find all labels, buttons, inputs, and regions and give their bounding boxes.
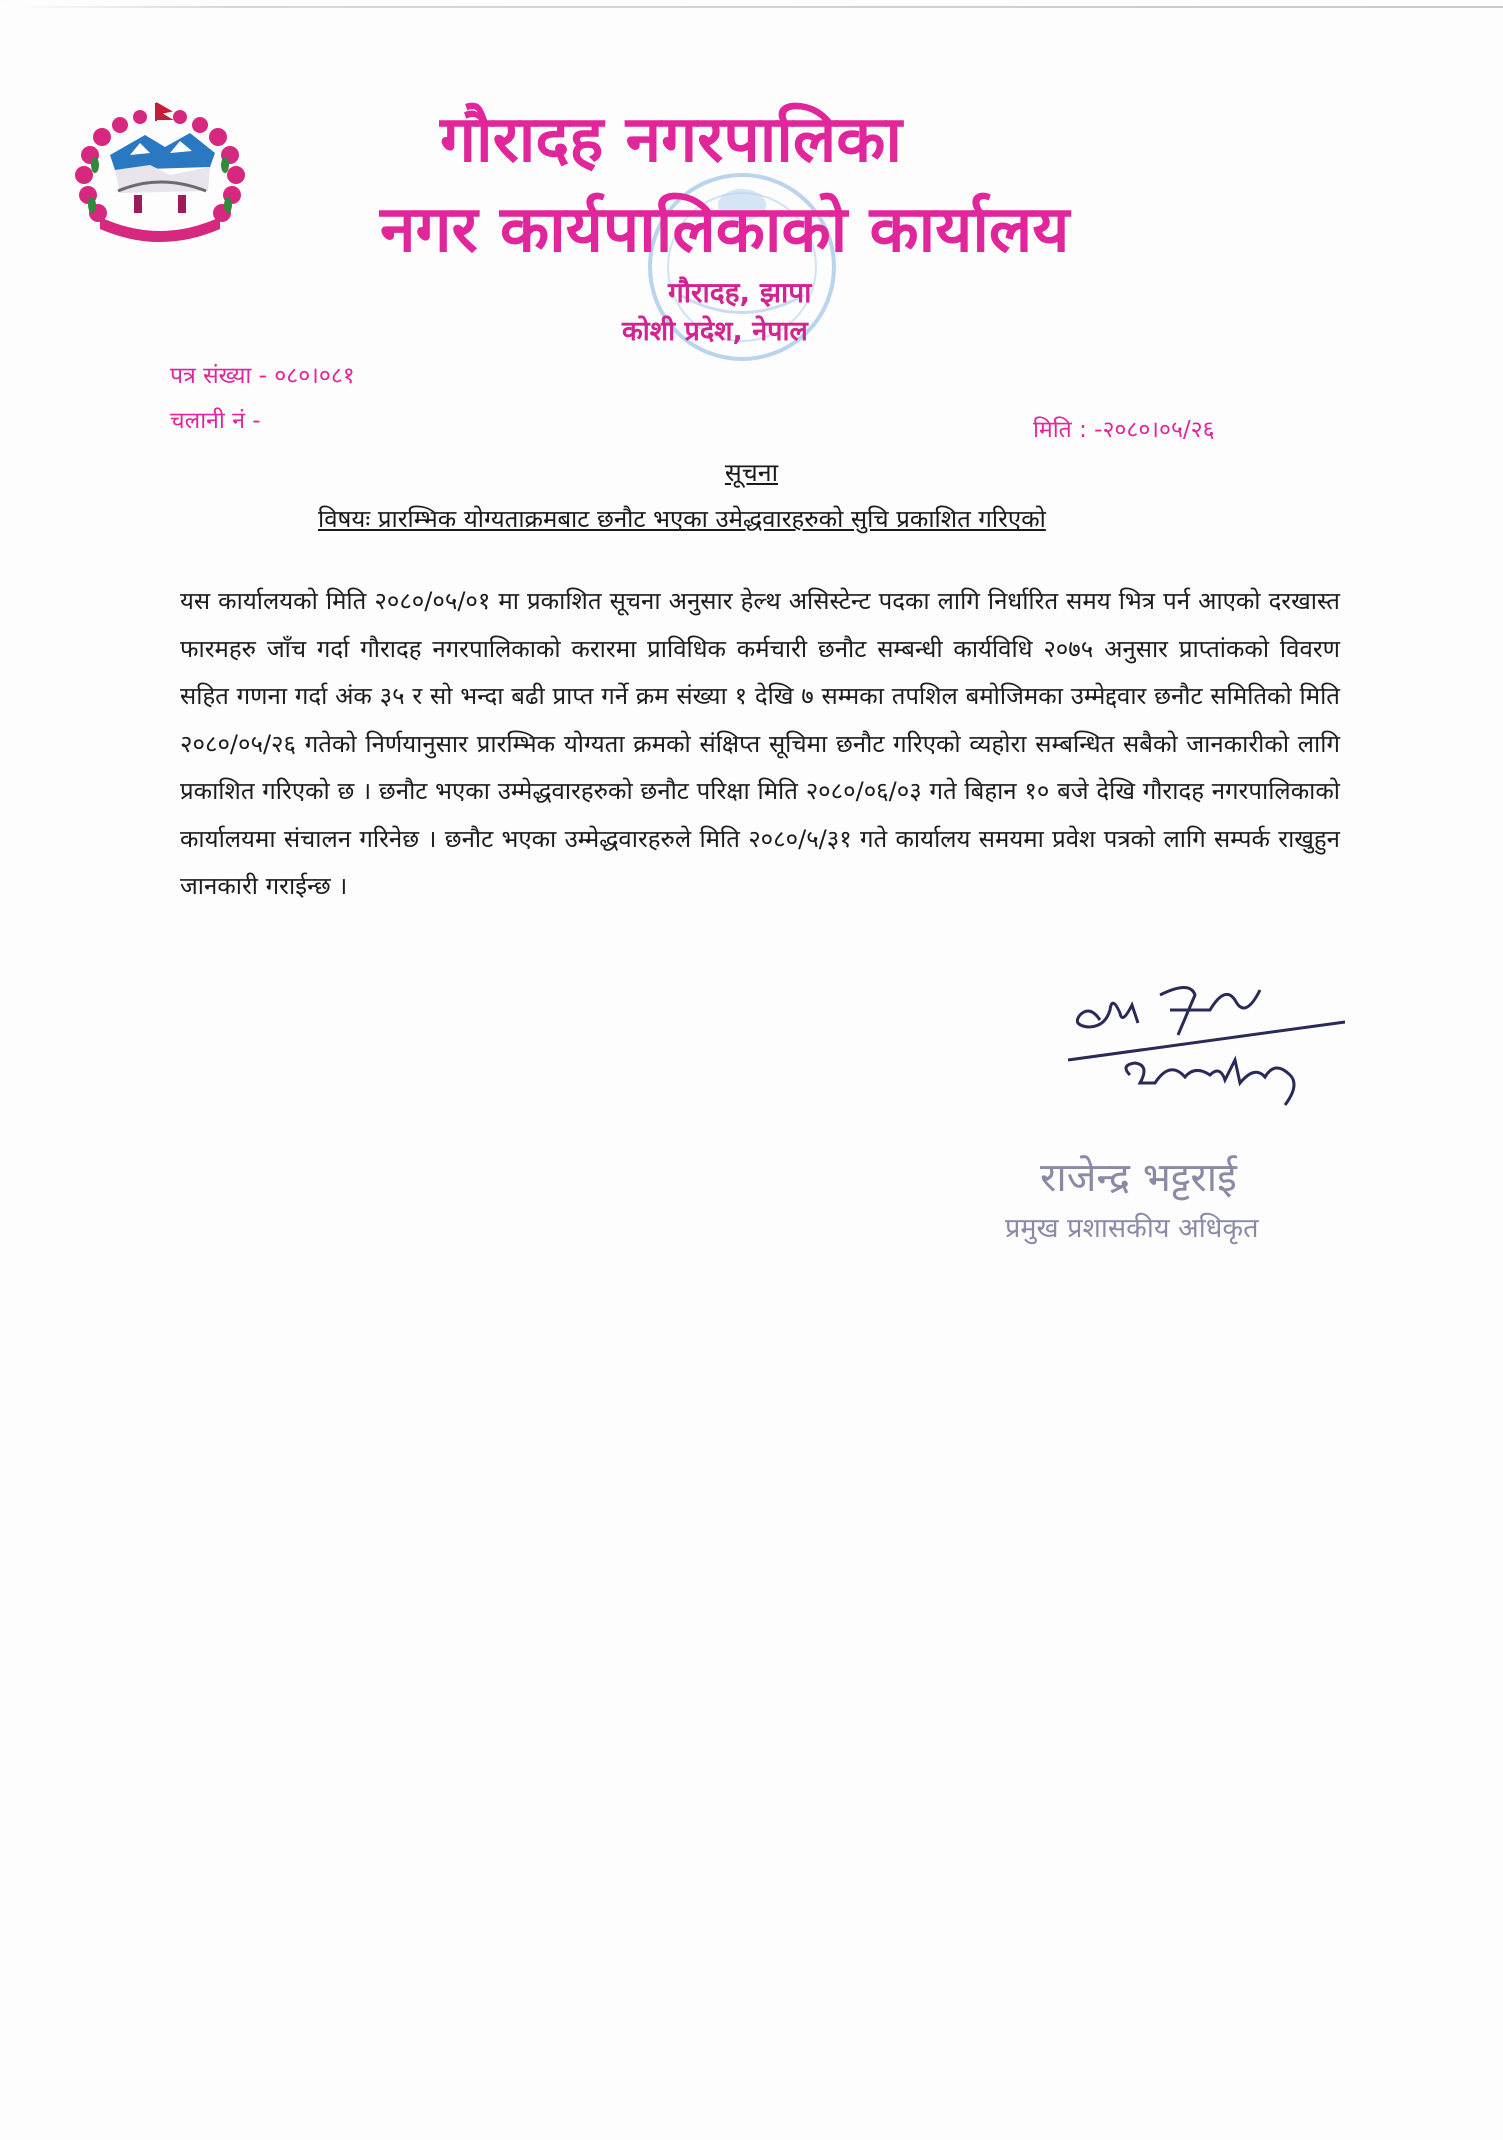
letter-date: मिति : -२०८०।०५/२६ xyxy=(1033,417,1215,443)
signatory-title: प्रमुख प्रशासकीय अधिकृत xyxy=(1005,1213,1259,1244)
top-rule xyxy=(0,6,1503,8)
seal-address-line1: गौरादह, झापा xyxy=(668,276,812,309)
office-name: नगर कार्यपालिकाको कार्यालय xyxy=(380,193,1070,267)
notice-body: यस कार्यालयको मिति २०८०/०५/०१ मा प्रकाशित सूचना अनुसार हेल्थ असिस्टेन्ट पदका लागि निर्धारित समय भित्र पर्न आएको दरखास्त फारमहरु जाँच गर्दा गौरादह नगरपालिकाको करारमा प्राविधिक कर्मचारी छनौट सम्बन्धी कार्यविधि २०७५ अनुसार प्राप्तांकको विवरण सहित गणना गर्दा अंक ३५ र सो भन्दा बढी प्राप्त गर्ने क्रम संख्या १ देखि ७ सम्मका तपशिल बमोजिमका उम्मेद्दवार छनौट समितिको मिति २०८०/०५/२६ गतेको निर्णयानुसार प्रारम्भिक योग्यता क्रमको संक्षिप्त सूचिमा छनौट गरिएको व्यहोरा सम्बन्धित सबैको जानकारीको लागि प्रकाशित गरिएको छ । छनौट भएका उम्मेद्धवारहरुको छनौट परिक्षा मिति २०८०/०६/०३ गते बिहान १० बजे देखि गौरादह नगरपालिकाको कार्यालयमा संचालन गरिनेछ । छनौट भएका उम्मेद्धवारहरुले मिति २०८०/५/३१ गते कार्यालय समयमा प्रवेश पत्रको लागि सम्पर्क राखुहुन जानकारी गराईन्छ । xyxy=(180,587,1340,900)
handwritten-signature-icon xyxy=(1060,965,1360,1135)
seal-address-line2: कोशी प्रदेश, नेपाल xyxy=(622,316,808,347)
signatory-name: राजेन्द्र भट्टराई xyxy=(1040,1155,1237,1201)
letter-number: पत्र संख्या - ०८०।०८१ xyxy=(170,363,355,389)
notice-heading: सूचना xyxy=(724,458,779,487)
notice-subject: विषयः प्रारम्भिक योग्यताक्रमबाट छनौट भएका उमेद्धवारहरुको सुचि प्रकाशित गरिएको xyxy=(318,505,1046,533)
nepal-emblem-icon xyxy=(70,95,250,245)
municipality-name: गौरादह नगरपालिका xyxy=(440,103,902,177)
dispatch-number: चलानी नं - xyxy=(170,408,261,434)
